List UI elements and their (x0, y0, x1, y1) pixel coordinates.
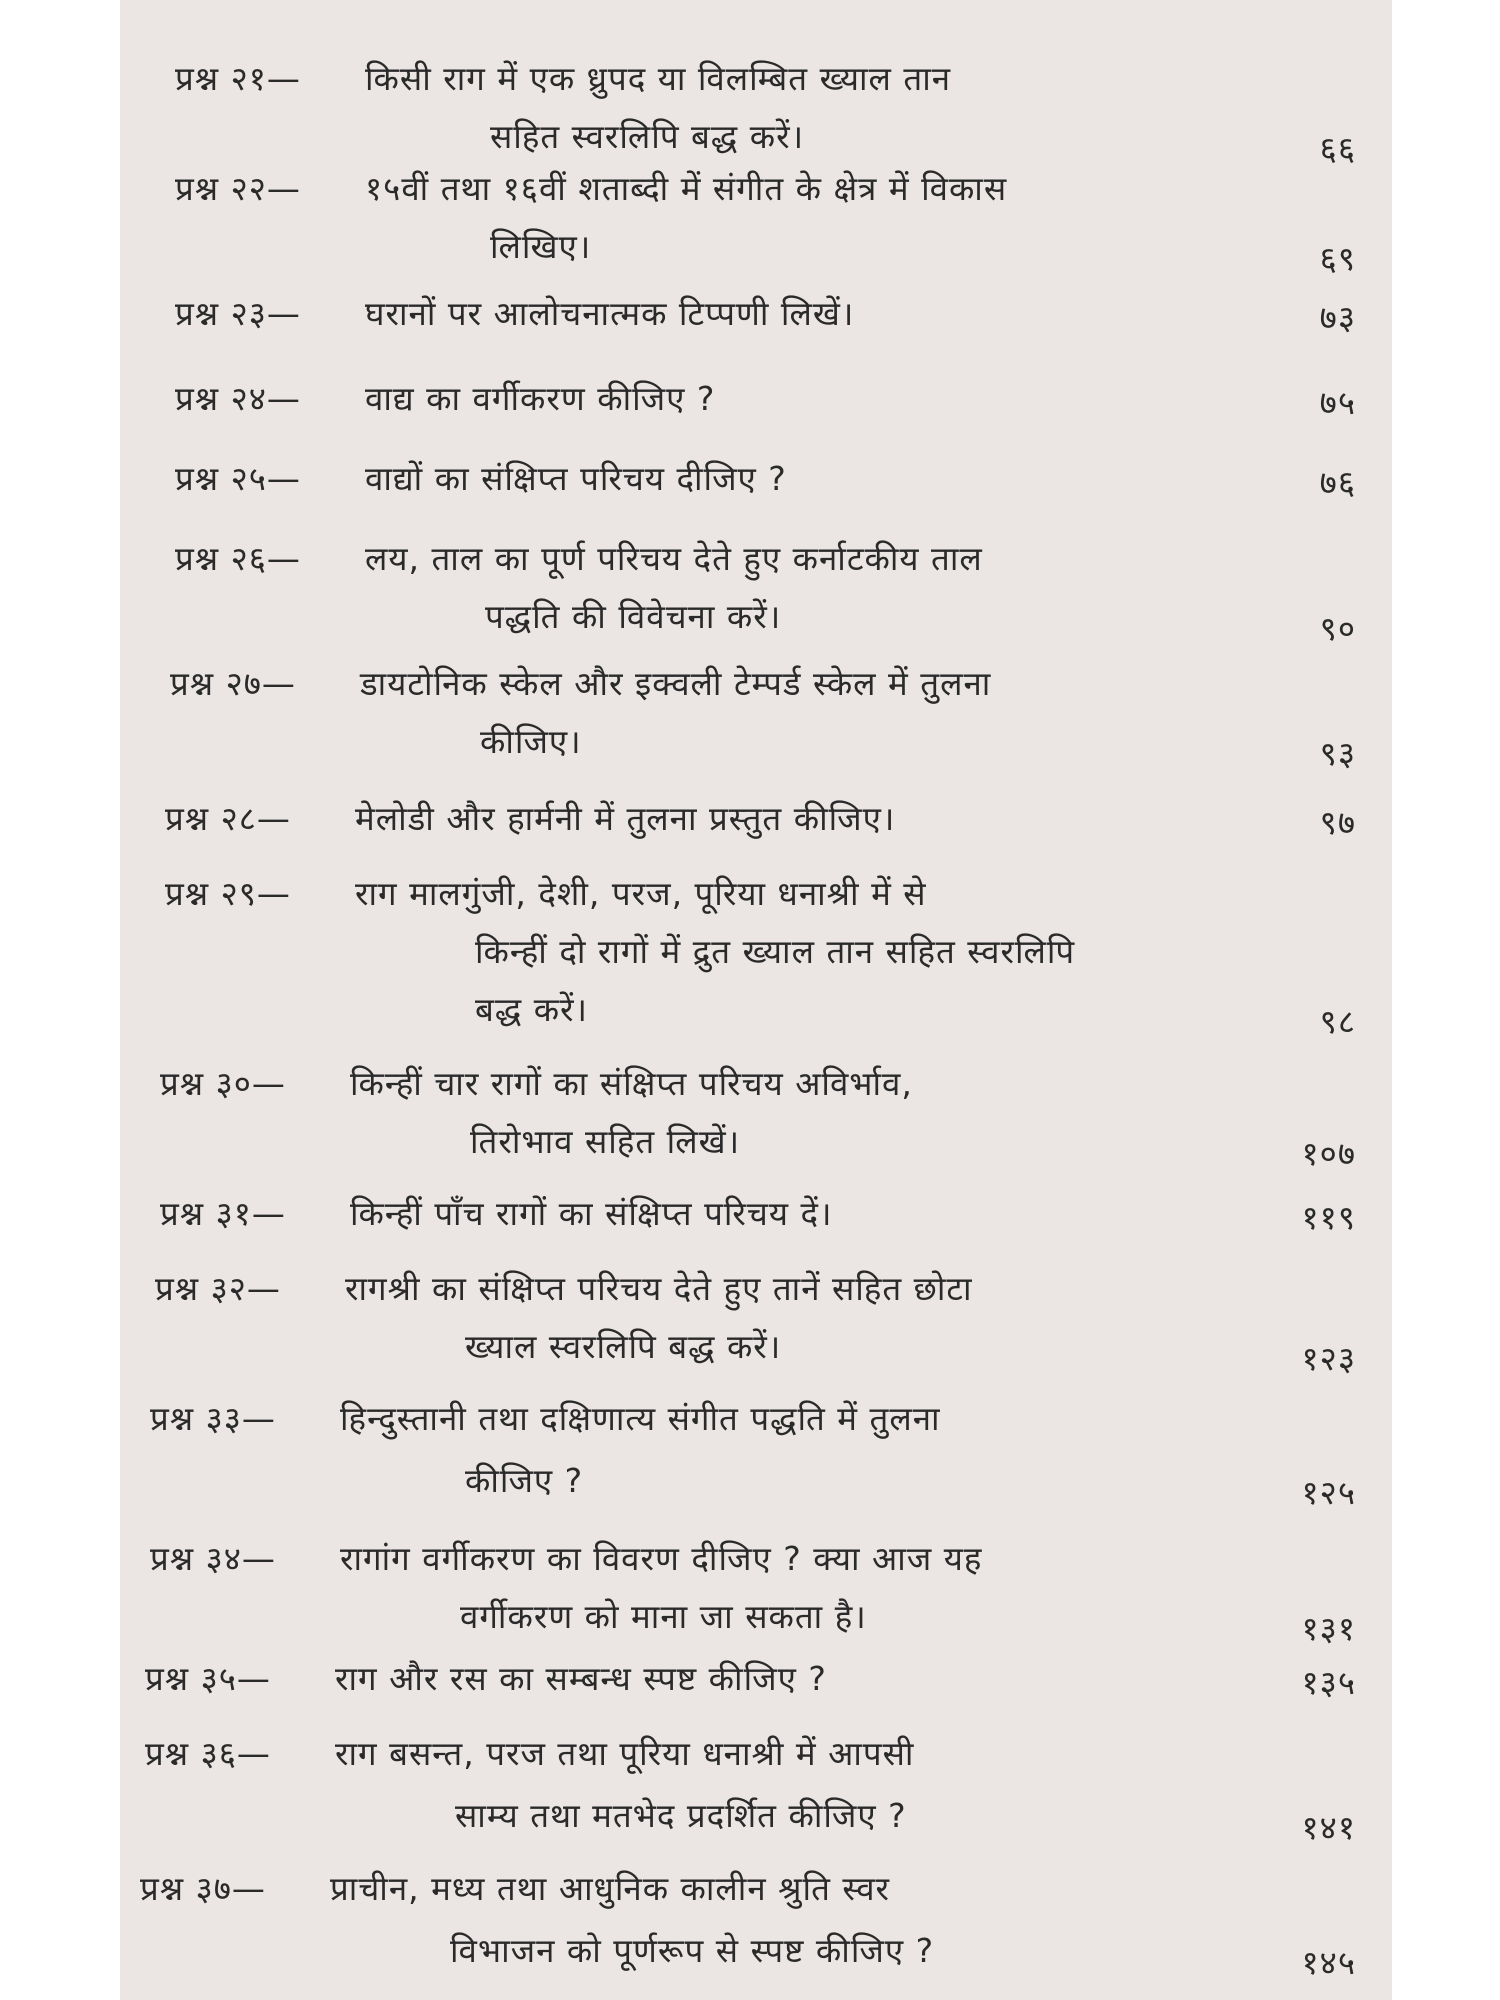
question-text-line: डायटोनिक स्केल और इक्वली टेम्पर्ड स्केल में तुलना (360, 664, 992, 703)
page-number: १०७ (1301, 1134, 1356, 1173)
page-number: ९० (1319, 609, 1356, 648)
question-text-line: प्राचीन, मध्य तथा आधुनिक कालीन श्रुति स्वर (330, 1869, 891, 1908)
question-text-line: किन्हीं चार रागों का संक्षिप्त परिचय अविर्भाव, (350, 1064, 913, 1103)
question-number: प्रश्न २२— (175, 169, 301, 208)
question-number: प्रश्न २८— (165, 799, 291, 838)
question-text-line: रागांग वर्गीकरण का विवरण दीजिए ? क्या आज यह (340, 1539, 983, 1578)
question-text-line: किसी राग में एक ध्रुपद या विलम्बित ख्याल तान (365, 59, 952, 98)
question-text-line: कीजिए। (480, 722, 582, 761)
question-text-line: ख्याल स्वरलिपि बद्ध करें। (465, 1327, 782, 1366)
question-text-line: वाद्यों का संक्षिप्त परिचय दीजिए ? (365, 459, 787, 498)
question-text-line: पद्धति की विवेचना करें। (485, 597, 782, 636)
question-text-line: कीजिए ? (465, 1461, 584, 1500)
question-number: प्रश्न ३४— (150, 1539, 276, 1578)
question-text-line: लिखिए। (490, 227, 592, 266)
page-number: ७६ (1319, 463, 1356, 502)
question-number: प्रश्न २१— (175, 59, 301, 98)
question-text-line: बद्ध करें। (475, 990, 589, 1029)
question-number: प्रश्न २६— (175, 539, 301, 578)
question-number: प्रश्न ३५— (145, 1659, 271, 1698)
page-number: ९८ (1319, 1002, 1356, 1041)
page-number: १२५ (1301, 1473, 1356, 1512)
page-number: १३१ (1301, 1609, 1356, 1648)
question-text-line: तिरोभाव सहित लिखें। (470, 1122, 741, 1161)
question-number: प्रश्न २९— (165, 874, 291, 913)
page-number: ६६ (1319, 129, 1356, 168)
question-number: प्रश्न ३२— (155, 1269, 281, 1308)
question-text-line: किन्हीं दो रागों में द्रुत ख्याल तान सहित स्वरलिपि (475, 932, 1076, 971)
question-number: प्रश्न २५— (175, 459, 301, 498)
question-number: प्रश्न ३६— (145, 1734, 271, 1773)
question-text-line: घरानों पर आलोचनात्मक टिप्पणी लिखें। (365, 294, 855, 333)
question-text-line: रागश्री का संक्षिप्त परिचय देते हुए तानें सहित छोटा (345, 1269, 973, 1308)
question-text-line: सहित स्वरलिपि बद्ध करें। (490, 117, 805, 156)
question-text-line: राग और रस का सम्बन्ध स्पष्ट कीजिए ? (335, 1659, 827, 1698)
question-text-line: किन्हीं पाँच रागों का संक्षिप्त परिचय दें। (350, 1194, 833, 1233)
page-number: १४१ (1301, 1808, 1356, 1847)
page-number: ७३ (1319, 298, 1356, 337)
question-number: प्रश्न ३३— (150, 1399, 276, 1438)
question-number: प्रश्न २३— (175, 294, 301, 333)
question-number: प्रश्न २४— (175, 379, 301, 418)
question-text-line: लय, ताल का पूर्ण परिचय देते हुए कर्नाटकीय ताल (365, 539, 983, 578)
page-number: १२३ (1301, 1339, 1356, 1378)
page-number: ७५ (1319, 383, 1356, 422)
question-number: प्रश्न ३७— (140, 1869, 266, 1908)
page-number: १४५ (1301, 1943, 1356, 1982)
question-text-line: वर्गीकरण को माना जा सकता है। (460, 1597, 867, 1636)
question-text-line: साम्य तथा मतभेद प्रदर्शित कीजिए ? (455, 1796, 907, 1835)
page-number: ९३ (1319, 734, 1356, 773)
page-number: १३५ (1301, 1663, 1356, 1702)
question-number: प्रश्न २७— (170, 664, 296, 703)
question-number: प्रश्न ३०— (160, 1064, 286, 1103)
question-text-line: राग मालगुंजी, देशी, परज, पूरिया धनाश्री में से (355, 874, 927, 913)
question-text-line: १५वीं तथा १६वीं शताब्दी में संगीत के क्षेत्र में विकास (365, 169, 1008, 208)
question-text-line: राग बसन्त, परज तथा पूरिया धनाश्री में आपसी (335, 1734, 915, 1773)
contents-list (120, 0, 1392, 2000)
book-page (120, 0, 1392, 2000)
page-number: ९७ (1319, 803, 1356, 842)
question-text-line: विभाजन को पूर्णरूप से स्पष्ट कीजिए ? (450, 1931, 935, 1970)
question-text-line: मेलोडी और हार्मनी में तुलना प्रस्तुत कीजिए। (355, 799, 896, 838)
question-text-line: हिन्दुस्तानी तथा दक्षिणात्य संगीत पद्धति में तुलना (340, 1399, 941, 1438)
page-number: ११९ (1301, 1198, 1356, 1237)
question-number: प्रश्न ३१— (160, 1194, 286, 1233)
page-number: ६९ (1319, 239, 1356, 278)
question-text-line: वाद्य का वर्गीकरण कीजिए ? (365, 379, 716, 418)
